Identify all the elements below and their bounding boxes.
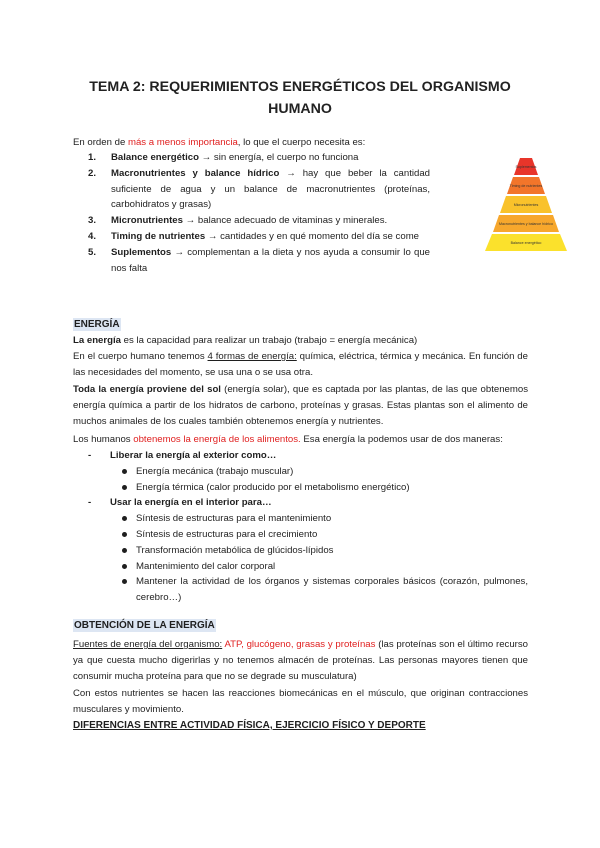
- needs-term: Micronutrientes: [111, 215, 183, 227]
- needs-item: [88, 245, 430, 277]
- needs-term: Timing de nutrientes: [111, 230, 206, 242]
- energy-use-label: Liberar la energía al exterior como…: [110, 450, 277, 461]
- forms-underlined: 4 formas de energía:: [207, 351, 297, 362]
- pyramid-label-5: Balance energético: [510, 241, 542, 245]
- needs-desc: → complementan a la dieta y nos ayuda a consumir lo que nos falta: [111, 246, 430, 274]
- bullet-item: Energía térmica (calor producido por el metabolismo energético): [122, 480, 528, 496]
- reactions-text: Con estos nutrientes se hacen las reacciones biomecánicas en el músculo, que originan contracciones musculares y movimiento.: [73, 688, 528, 715]
- obtencion-sources-paragraph: [73, 637, 528, 684]
- sun-rest: (energía solar), que es captada por las plantas, de las que obtenemos energía química a partir de los hidratos de carbono, proteínas y grasas. Estas plantas son el alimento de muchos animales de los cuales también obtenemos energía y nutrientes.: [73, 384, 528, 427]
- food-post: Esa energía la podemos usar de dos maneras:: [300, 434, 503, 445]
- forms-pre: En el cuerpo humano tenemos: [73, 351, 208, 362]
- energy-uses-list: [88, 448, 528, 606]
- needs-number: 1.: [88, 152, 97, 163]
- needs-desc: → sin energía, el cuerpo no funciona: [198, 152, 359, 163]
- energy-use-item: [88, 448, 528, 464]
- needs-list: [88, 150, 430, 276]
- energy-use-item: [88, 495, 528, 511]
- page-title: [60, 76, 540, 120]
- needs-desc: → balance adecuado de vitaminas y minerales.: [182, 215, 388, 227]
- bullet-item: Transformación metabólica de glúcidos-lípidos: [122, 543, 528, 559]
- energia-forms-paragraph: [73, 349, 528, 381]
- needs-term: Suplementos: [111, 246, 172, 258]
- needs-number: 3.: [88, 215, 97, 227]
- dash-marker: -: [88, 450, 92, 461]
- bullet-item: Mantenimiento del calor corporal: [122, 559, 528, 575]
- bullet-list: [88, 511, 528, 606]
- intro-post: , lo que el cuerpo necesita es:: [237, 137, 366, 148]
- bullet-list: [88, 464, 528, 496]
- pyramid-label-4: Macronutrientes y balance hídrico: [499, 222, 553, 226]
- sources-red: ATP, glucógeno, grasas y proteínas: [222, 639, 376, 650]
- energia-term: La energía: [73, 335, 121, 346]
- title-line-1: TEMA 2: REQUERIMIENTOS ENERGÉTICOS DEL ORGANISMO: [89, 79, 511, 95]
- diferencias-heading-text: DIFERENCIAS ENTRE ACTIVIDAD FÍSICA, EJERCICIO FÍSICO Y DEPORTE: [73, 720, 426, 731]
- needs-item: [88, 229, 430, 245]
- dash-marker: -: [88, 497, 92, 509]
- needs-number: 4.: [88, 230, 97, 242]
- intro-highlight: más a menos importancia: [127, 137, 238, 148]
- needs-number: 2.: [88, 167, 97, 179]
- bullet-item: Energía mecánica (trabajo muscular): [122, 464, 528, 480]
- food-pre: Los humanos: [73, 434, 134, 445]
- title-line-2: HUMANO: [268, 101, 332, 117]
- energia-definition: [73, 333, 528, 349]
- bullet-item: Síntesis de estructuras para el crecimiento: [122, 527, 528, 543]
- energia-sun-paragraph: [73, 382, 528, 429]
- sun-bold: Toda la energía proviene del sol: [73, 384, 221, 395]
- energy-use-label: Usar la energía en el interior para…: [110, 497, 272, 509]
- needs-item: [88, 213, 430, 229]
- energia-definition-rest: es la capacidad para realizar un trabajo (trabajo = energía mecánica): [121, 335, 418, 346]
- pyramid-label-3: Micronutrientes: [513, 203, 539, 207]
- intro-paragraph: [73, 135, 528, 151]
- section-heading-energia: [73, 317, 528, 333]
- bullet-item: Síntesis de estructuras para el mantenimiento: [122, 511, 528, 527]
- needs-term: Macronutrientes y balance hídrico: [111, 167, 280, 179]
- needs-term: Balance energético: [111, 152, 199, 163]
- section-heading-obtencion: [73, 618, 528, 634]
- needs-desc: → hay que beber la cantidad suficiente de agua y un balance de macronutrientes (proteínas, carbohidratos y grasas): [111, 167, 430, 211]
- section-heading-diferencias: [73, 718, 528, 734]
- needs-item: [88, 166, 430, 213]
- energia-food-paragraph: [73, 432, 528, 448]
- forms-post: química, eléctrica, térmica y mecánica. En función de las necesidades del momento, se usa una o se usa otra.: [73, 351, 528, 378]
- pyramid-label-1: Suplementos: [515, 165, 537, 169]
- intro-pre: En orden de: [73, 137, 128, 148]
- pyramid-label-2: Timing de nutrientes: [509, 184, 543, 188]
- food-red: obtenemos la energía de los alimentos.: [133, 434, 301, 445]
- needs-desc: → cantidades y en qué momento del día se come: [205, 230, 420, 242]
- needs-pyramid-diagram: [472, 158, 580, 253]
- bullet-item: Mantener la actividad de los órganos y sistemas corporales básicos (corazón, pulmones, cerebro…): [122, 574, 528, 606]
- energia-heading-text: ENERGÍA: [74, 319, 120, 330]
- sources-underlined: Fuentes de energía del organismo:: [73, 639, 223, 650]
- obtencion-reactions-paragraph: [73, 686, 528, 718]
- sources-rest: (las proteínas son el último recurso ya que cuesta mucho digerirlas y no tenemos almacén de proteínas. Las personas mayores tienen que consumir mucha proteína para que no se degrade su musculatura): [73, 639, 528, 682]
- needs-number: 5.: [88, 246, 97, 258]
- obtencion-heading-text: OBTENCIÓN DE LA ENERGÍA: [74, 620, 215, 631]
- needs-item: [88, 150, 430, 166]
